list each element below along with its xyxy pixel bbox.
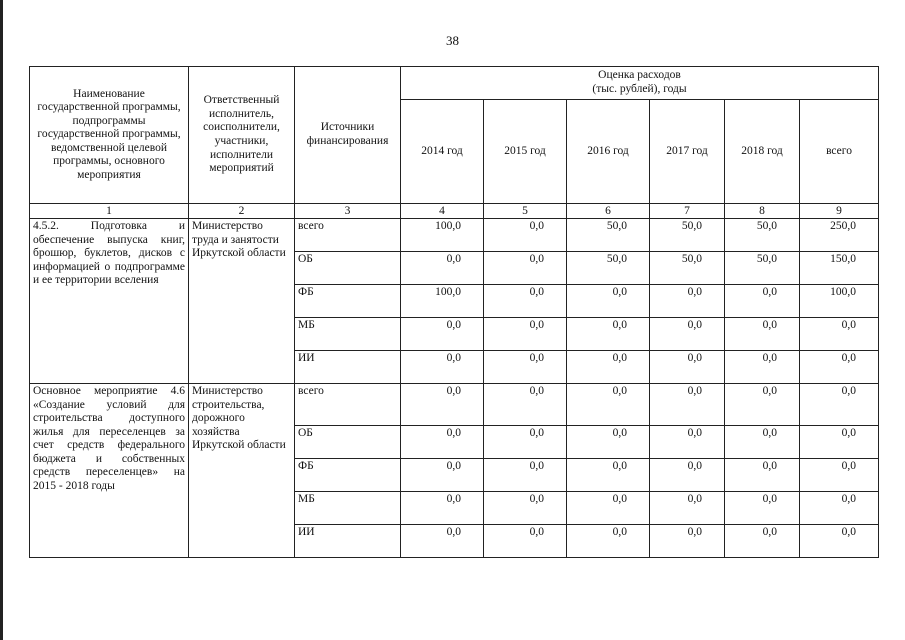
activity-name: 4.5.2. Подготовка и обеспечение выпуска книг, брошюр, буклетов, дисков с информацией о подпрограмме и ее территории вселения xyxy=(30,219,189,384)
column-numbers-row xyxy=(30,204,879,219)
funding-source: всего xyxy=(295,219,401,252)
value-cell: 0,0 xyxy=(401,318,484,351)
value-cell: 0,0 xyxy=(401,426,484,459)
column-number: 3 xyxy=(295,204,401,219)
total-cell: 0,0 xyxy=(800,492,879,525)
value-cell: 100,0 xyxy=(401,285,484,318)
total-cell: 0,0 xyxy=(800,318,879,351)
column-number: 8 xyxy=(725,204,800,219)
value-cell: 0,0 xyxy=(484,318,567,351)
estimate-title-line2: (тыс. рублей), годы xyxy=(592,83,687,95)
value-cell: 0,0 xyxy=(650,459,725,492)
value-cell: 0,0 xyxy=(650,318,725,351)
value-cell: 0,0 xyxy=(401,492,484,525)
value-cell: 0,0 xyxy=(484,492,567,525)
value-cell: 0,0 xyxy=(725,492,800,525)
value-cell: 0,0 xyxy=(484,351,567,384)
responsible-executor: Министерство строительства, дорожного хозяйства Иркутской области xyxy=(189,384,295,558)
header-row-1 xyxy=(30,67,879,100)
header-year: 2015 год xyxy=(484,100,567,204)
value-cell: 0,0 xyxy=(567,384,650,426)
column-number: 5 xyxy=(484,204,567,219)
responsible-executor: Министерство труда и занятости Иркутской области xyxy=(189,219,295,384)
value-cell: 0,0 xyxy=(725,285,800,318)
value-cell: 50,0 xyxy=(567,219,650,252)
total-cell: 0,0 xyxy=(800,525,879,558)
funding-source: ИИ xyxy=(295,525,401,558)
column-number: 9 xyxy=(800,204,879,219)
total-cell: 250,0 xyxy=(800,219,879,252)
value-cell: 50,0 xyxy=(725,219,800,252)
value-cell: 0,0 xyxy=(567,492,650,525)
value-cell: 0,0 xyxy=(484,384,567,426)
value-cell: 0,0 xyxy=(401,351,484,384)
value-cell: 50,0 xyxy=(725,252,800,285)
total-cell: 0,0 xyxy=(800,459,879,492)
value-cell: 0,0 xyxy=(725,426,800,459)
header-year: 2017 год xyxy=(650,100,725,204)
value-cell: 0,0 xyxy=(725,525,800,558)
funding-source: ФБ xyxy=(295,285,401,318)
column-number: 4 xyxy=(401,204,484,219)
total-cell: 100,0 xyxy=(800,285,879,318)
value-cell: 0,0 xyxy=(484,525,567,558)
header-name-col: Наименование государственной программы, подпрограммы государственной программы, ведомственной целевой программы, основного мероприятия xyxy=(30,67,189,204)
activity-name: Основное мероприятие 4.6 «Создание условий для строительства доступного жилья для переселенцев за счет средств федерального бюджета и собственных средств переселенцев» на 2015 - 2018 годы xyxy=(30,384,189,558)
value-cell: 0,0 xyxy=(567,525,650,558)
value-cell: 0,0 xyxy=(567,318,650,351)
value-cell: 0,0 xyxy=(484,252,567,285)
value-cell: 0,0 xyxy=(484,459,567,492)
value-cell: 50,0 xyxy=(567,252,650,285)
table-row xyxy=(30,219,879,252)
total-cell: 0,0 xyxy=(800,384,879,426)
value-cell: 0,0 xyxy=(650,426,725,459)
value-cell: 50,0 xyxy=(650,219,725,252)
value-cell: 0,0 xyxy=(725,351,800,384)
value-cell: 0,0 xyxy=(725,318,800,351)
column-number: 6 xyxy=(567,204,650,219)
funding-source: всего xyxy=(295,384,401,426)
funding-source: МБ xyxy=(295,492,401,525)
value-cell: 0,0 xyxy=(401,459,484,492)
column-number: 2 xyxy=(189,204,295,219)
header-responsible-col: Ответственный исполнитель, соисполнители, участники, исполнители мероприятий xyxy=(189,67,295,204)
value-cell: 0,0 xyxy=(567,285,650,318)
value-cell: 0,0 xyxy=(650,492,725,525)
value-cell: 0,0 xyxy=(567,426,650,459)
value-cell: 0,0 xyxy=(401,252,484,285)
value-cell: 0,0 xyxy=(567,351,650,384)
value-cell: 0,0 xyxy=(650,384,725,426)
funding-source: ОБ xyxy=(295,252,401,285)
value-cell: 50,0 xyxy=(650,252,725,285)
column-number: 7 xyxy=(650,204,725,219)
header-total: всего xyxy=(800,100,879,204)
value-cell: 0,0 xyxy=(725,459,800,492)
value-cell: 0,0 xyxy=(650,351,725,384)
value-cell: 0,0 xyxy=(484,219,567,252)
header-year: 2018 год xyxy=(725,100,800,204)
value-cell: 0,0 xyxy=(401,525,484,558)
value-cell: 0,0 xyxy=(401,384,484,426)
funding-source: ИИ xyxy=(295,351,401,384)
page-number: 38 xyxy=(446,33,459,48)
value-cell: 0,0 xyxy=(484,285,567,318)
header-year: 2014 год xyxy=(401,100,484,204)
header-sources-col: Источники финансирования xyxy=(295,67,401,204)
estimate-title-line1: Оценка расходов xyxy=(598,69,681,82)
header-year: 2016 год xyxy=(567,100,650,204)
value-cell: 100,0 xyxy=(401,219,484,252)
total-cell: 0,0 xyxy=(800,351,879,384)
value-cell: 0,0 xyxy=(725,384,800,426)
value-cell: 0,0 xyxy=(567,459,650,492)
column-number: 1 xyxy=(30,204,189,219)
funding-source: ОБ xyxy=(295,426,401,459)
scan-left-edge xyxy=(0,0,3,640)
total-cell: 0,0 xyxy=(800,426,879,459)
value-cell: 0,0 xyxy=(484,426,567,459)
funding-source: МБ xyxy=(295,318,401,351)
table-row xyxy=(30,384,879,426)
funding-source: ФБ xyxy=(295,459,401,492)
budget-table xyxy=(29,66,879,558)
header-estimate-title xyxy=(401,67,879,100)
value-cell: 0,0 xyxy=(650,285,725,318)
total-cell: 150,0 xyxy=(800,252,879,285)
value-cell: 0,0 xyxy=(650,525,725,558)
